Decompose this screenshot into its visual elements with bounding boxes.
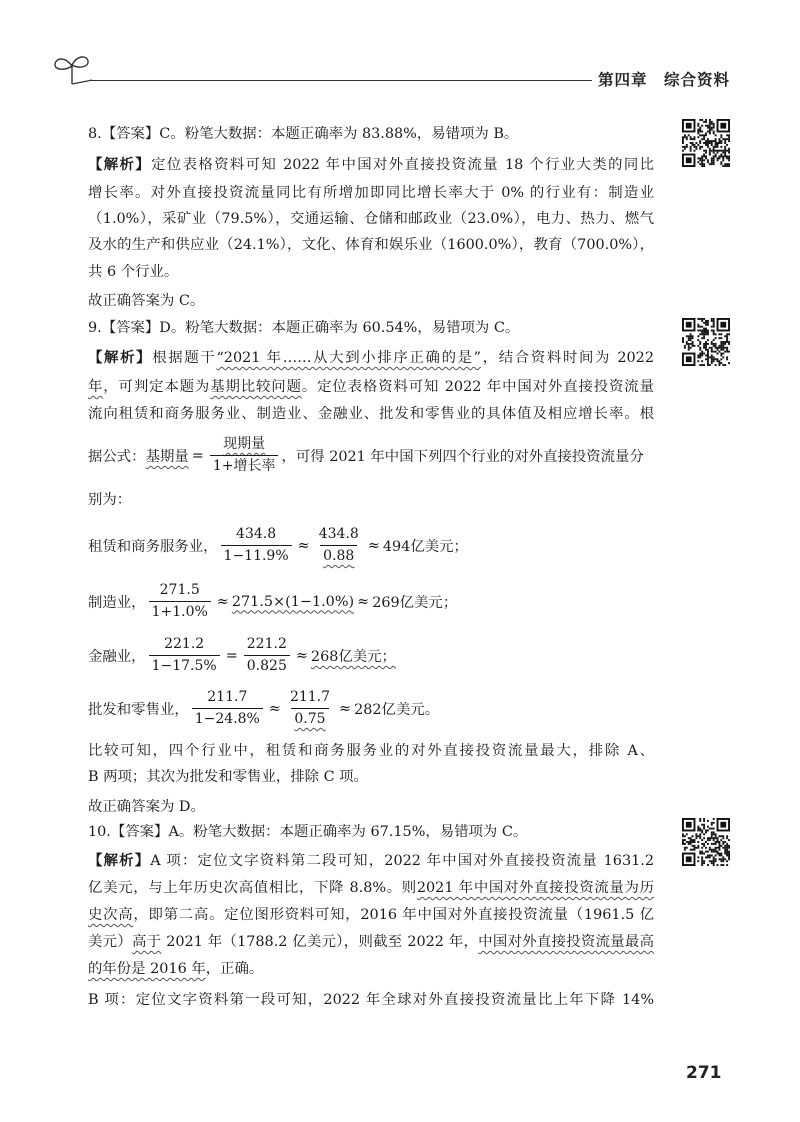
analysis-label: 【解析】 [88,349,153,366]
wavy-underline-text: 史次高 [88,907,134,923]
wavy-underline-text: 271.5×(1−1.0%) [231,593,355,610]
q10-answer-line: 10.【答案】A。粉笔大数据：本题正确率为 67.15%，易错项为 C。 [88,824,528,840]
q8-conclusion: 故正确答案为 C。 [88,293,205,309]
q8-analysis-line-1: 【解析】定位表格资料可知 2022 年中国对外直接投资流量 18 个行业大类的同比 [88,156,654,173]
q10-analysis-line-2: 亿美元，与上年历史次高值相比，下降 8.8%。则2021 年中国对外直接投资流量为历 [88,880,655,896]
chapter-title: 第四章 综合资料 [598,71,731,89]
q9-compare-line-2: B 两项；其次为批发和零售业，排除 C 项。 [88,769,368,785]
qr-code-icon [682,119,730,167]
wavy-underline-text: 的年份是 2016 年 [88,961,206,977]
wavy-underline-text: 中国对外直接投资流量最高 [478,934,654,950]
page-number: 271 [686,1063,722,1083]
calc-row: 租赁和商务服务业， $\frac{434.8}{1-11.9\%}$ ≈ $\frac{434.8}{0.88}$ ≈ 494亿美元； [88,526,468,564]
q9-analysis-line-5: 别为： [88,492,132,508]
calc-row: 制造业， $\frac{271.5}{1+1.0\%}$ ≈ 271.5×(1−1.0%) ≈ 269亿美元； [88,582,458,620]
q9-compare-line-1: 比较可知，四个行业中，租赁和商务服务业的对外直接投资流量最大，排除 A、 [88,743,654,759]
formula-lhs: 基期量 [145,449,189,465]
q8-analysis-line-3: （1.0%），采矿业（79.5%），交通运输、仓储和邮政业（23.0%），电力、热力、燃气 [88,211,654,227]
qr-code-icon [682,818,730,866]
q9-analysis-line-1: 【解析】根据题干“2021 年……从大到小排序正确的是”，结合资料时间为 2022 [88,349,654,366]
q8-analysis-line-2: 增长率。对外直接投资流量同比有所增加即同比增长率大于 0% 的行业有：制造业 [88,185,654,201]
q10-analysis-line-1: 【解析】A 项：定位文字资料第二段可知，2022 年中国对外直接投资流量 1631.2 [88,852,654,869]
wavy-underline-text: 高于 [132,934,162,950]
wavy-underline-text: “2021 年……从大到小排序正确的是” [216,350,482,366]
q9-analysis-line-2: 年，可判定本题为基期比较问题。定位表格资料可知 2022 年中国对外直接投资流量 [88,379,654,395]
wavy-underline-text: 2021 年中国对外直接投资流量为历 [416,880,655,896]
q9-conclusion: 故正确答案为 D。 [88,799,205,815]
q8-analysis-line-4: 及水的生产和供应业（24.1%），文化、体育和娱乐业（1600.0%），教育（700.0%）， [88,237,654,253]
q10-b-option-line: B 项：定位文字资料第一段可知，2022 年全球对外直接投资流量比上年下降 14% [88,992,654,1008]
fraction: $\frac{434.8}{1-11.9\%}$ [221,526,292,565]
wavy-underline-text: 基期比较问题 [210,379,302,395]
fraction: $\frac{211.7}{0.75}$ [289,689,331,727]
qr-code-icon [682,318,730,366]
q10-analysis-line-3: 史次高，即第二高。定位图形资料可知，2016 年中国对外直接投资流量（1961.5 亿 [88,907,654,923]
header-rule [90,80,592,81]
wavy-underline-text: 268亿美元； [310,649,396,665]
wavy-underline-text: 年 [88,379,104,395]
q10-analysis-line-5: 的年份是 2016 年，正确。 [88,961,264,977]
fraction: $\frac{221.2}{1-17.5\%}$ [149,636,220,675]
fraction: $\frac{434.8}{0.88}$ [318,526,359,564]
q10-analysis-line-4: 美元）高于 2021 年（1788.2 亿美元），则截至 2022 年，中国对外直接投资流量最高 [88,934,654,950]
formula-fraction: $\frac{\text{现期量}}{\text{1+增长率}}$ [210,436,279,475]
calc-row: 批发和零售业， $\frac{211.7}{1-24.8\%}$ ≈ $\frac{211.7}{0.75}$ ≈ 282亿美元。 [88,689,440,727]
q8-answer-line: 8.【答案】C。粉笔大数据：本题正确率为 83.88%，易错项为 B。 [88,126,519,142]
fraction: $\frac{271.5}{1+1.0\%}$ [149,582,211,621]
q9-formula-line: 据公式： 基期量 = $\frac{\text{现期量}}{\text{1+增长率}}$ ，可得 2021 年中国下列四个行业的对外直接投资流量分 [88,436,644,474]
analysis-label: 【解析】 [88,156,152,173]
fraction: $\frac{211.7}{1-24.8\%}$ [192,689,263,728]
sprout-icon [52,52,92,86]
q9-analysis-line-3: 流向租赁和商务服务业、制造业、金融业、批发和零售业的具体值及相应增长率。根 [88,406,654,422]
q9-answer-line: 9.【答案】D。粉笔大数据：本题正确率为 60.54%，易错项为 C。 [88,320,520,336]
q8-analysis-line-5: 共 6 个行业。 [88,264,179,280]
calc-row: 金融业， $\frac{221.2}{1-17.5\%}$ = $\frac{221.2}{0.825}$ ≈ 268亿美元； [88,636,396,674]
fraction: $\frac{221.2}{0.825}$ [244,636,290,675]
analysis-label: 【解析】 [88,852,151,869]
